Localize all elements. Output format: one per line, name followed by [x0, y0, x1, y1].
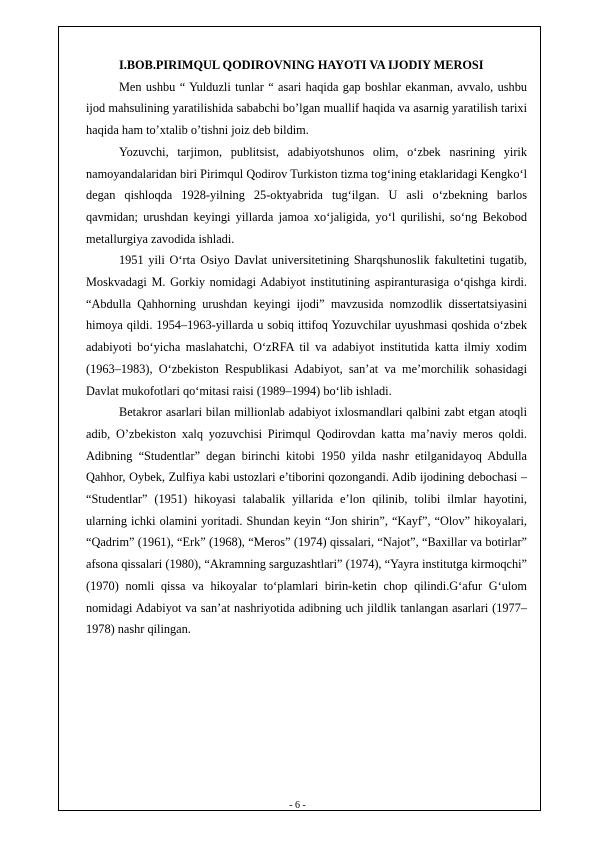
chapter-heading: I.BOB.PIRIMQUL QODIROVNING HAYOTI VA IJODIY MEROSI: [119, 58, 484, 72]
document-body: [86, 55, 527, 641]
paragraph: 1951 yili Oʻrta Osiyo Davlat universitetining Sharqshunoslik fakultetini tugatib, Moskvadagi M. Gorkiy nomidagi Adabiyot institutining aspiranturasiga oʻqishga kirdi. “Abdulla Qahhorning urushdan keyingi ijodi” mavzusida nomzodlik dissertatsiyasini himoya qildi. 1954–1963-yillarda u sobiq ittifoq Yozuvchilar uyushmasi qoshida oʻzbek adabiyoti boʻyicha maslahatchi, OʻzRFA til va adabiyot institutida katta ilmiy xodim (1963–1983), Oʻzbekiston Respublikasi Adabiyot, sanʼat va meʼmorchilik sohasidagi Davlat mukofotlari qoʻmitasi raisi (1989–1994) boʻlib ishladi.: [86, 253, 527, 398]
page-number: - 6 -: [289, 800, 306, 811]
paragraph: Men ushbu “ Yulduzli tunlar “ asari haqida gap boshlar ekanman, avvalo, ushbu ijod mahsulining yaratilishida sababchi bo’lgan muallif haqida va asarnig yaratilish tarixi haqida ham to’xtalib o’tishni joiz deb bildim.: [86, 79, 527, 138]
paragraph: Betakror asarlari bilan millionlab adabiyot ixlosmandlari qalbini zabt etgan atoqli adib, O’zbekiston xalq yozuvchisi Pirimqul Qodirovdan katta ma’naviy meros qoldi. Adibning “Studentlar” degan birinchi kitobi 1950 yilda nashr etilganidayoq Abdulla Qahhor, Oybek, Zulfiya kabi ustozlari e’tiborini qozongandi. Adib ijodining debochasi – “Studentlar” (1951) hikoyasi talabalik yillarida e’lon qilinib, tolibi ilmlar hayotini, ularning ichki olamini yoritadi. Shundan keyin “Jon shirin”, “Kayf”, “Olov” hikoyalari, “Qadrim” (1961), “Erk” (1968), “Meros” (1974) qissalari, “Najot”, “Baxillar va botirlar” afsona qissalari (1980), “Akramning sarguzashtlari” (1974), “Yayra institutga kirmoqchi” (1970) nomli qissa va hikoyalar toʻplamlari birin-ketin chop qilindi.Gʻafur Gʻulom nomidagi Adabiyot va sanʼat nashriyotida adibning uch jildlik tanlangan asarlari (1977–1978) nashr qilingan.: [86, 405, 527, 637]
paragraph: Yozuvchi, tarjimon, publitsist, adabiyotshunos olim, oʻzbek nasrining yirik namoyandalaridan biri Pirimqul Qodirov Turkiston tizma togʻining etaklaridagi Kengkoʻl degan qishloqda 1928-yilning 25-oktyabrida tugʻilgan. U asli oʻzbekning barlos qavmidan; urushdan keyingi yillarda jamoa xoʻjaligida, yoʻl qurilishi, soʻng Bekobod metallurgiya zavodida ishladi.: [86, 144, 527, 246]
